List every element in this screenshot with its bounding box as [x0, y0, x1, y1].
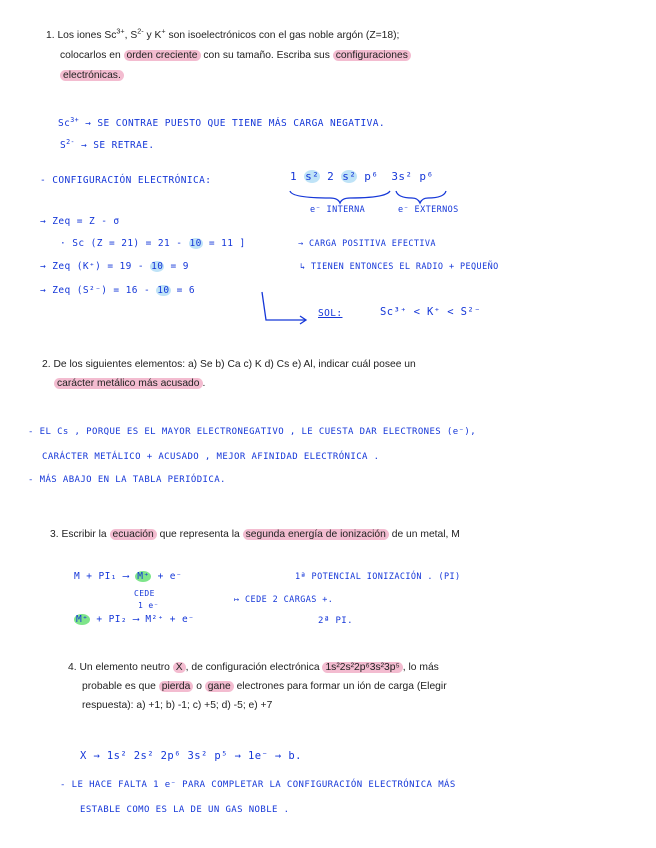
highlight-configuraciones: configuraciones [333, 50, 411, 61]
question-4: 4. Un elemento neutro X , de configuración electrónica 1s²2s²2p⁶3s²3p⁵ , lo más probable es que pierda o gane electrones para formar un ión de carga (Elegir respuesta): a) +1; b) -1; c) +5; d) -5; e) +7 [68, 662, 447, 711]
answer-3-cede-2-cargas: ↦ CEDE 2 CARGAS +. [234, 595, 334, 605]
answer-1-line-sc: $Sc^{3+}$ → SE CONTRAE PUESTO QUE TIENE MÁS CARGA NEGATIVA. [58, 115, 386, 129]
highlight-caracter-metalico: carácter metálico más acusado [54, 378, 203, 389]
highlight-gane: gane [205, 681, 234, 692]
highlight-orden-creciente: orden creciente [124, 50, 201, 61]
highlight-x: X [173, 662, 186, 673]
answer-3-first-potential: 1ª POTENCIAL IONIZACIÓN . (PI) [295, 572, 461, 582]
highlight-electronicas: electrónicas. [60, 70, 124, 81]
answer-2-line-3: - MÁS ABAJO EN LA TABLA PERIÓDICA. [28, 475, 226, 485]
question-1-line-3 [46, 68, 606, 83]
label-internal-electrons: e⁻ INTERNA [310, 205, 366, 215]
answer-3-cede: CEDE [134, 589, 155, 598]
highlight-m-plus-1: M⁺ [137, 571, 150, 582]
answer-4-line-1: X → 1s² 2s² 2p⁶ 3s² p⁵ → 1e⁻ → b. [80, 750, 302, 762]
circle-10-k: 10 [151, 261, 164, 272]
question-1-line-1: 1. Los iones $Sc^{3+}$, $S^{2-}$ y K+ son isoelectrónicos con el gas noble argón (Z=18); [46, 26, 400, 41]
answer-1-zeq-formula: → Zeq = Z - σ [40, 216, 120, 227]
highlight-m-plus-2: M⁺ [76, 614, 89, 625]
question-1-line-2: colocarlos en orden creciente con su tamaño. Escriba sus configuraciones [46, 48, 606, 63]
answer-1-sc-calc: · Sc (Z = 21) = 21 - 10 = 11 ] [60, 238, 246, 249]
highlight-pierda: pierda [159, 681, 194, 692]
answer-1-config-label: - CONFIGURACIÓN ELECTRÓNICA: [40, 175, 212, 186]
question-2: 2. De los siguientes elementos: a) Se b) Ca c) K d) Cs e) Al, indicar cuál posee un carácter metálico más acusado . [42, 359, 416, 389]
label-external-electrons: e⁻ EXTERNOS [398, 205, 459, 215]
answer-1-carga-efectiva: → CARGA POSITIVA EFECTIVA [298, 239, 436, 249]
answer-1-s-calc: → Zeq (S²⁻) = 16 - 10 = 6 [40, 285, 196, 296]
answer-1-configuration: 1 s² 2 s² p⁶ 3s² p⁶ [290, 170, 434, 183]
question-3: 3. Escribir la ecuación que representa la segunda energía de ionización de un metal, M [50, 529, 460, 540]
answer-4-line-2: - LE HACE FALTA 1 e⁻ PARA COMPLETAR LA CONFIGURACIÓN ELECTRÓNICA MÁS [60, 780, 456, 790]
answer-2-line-2: CARÁCTER METÁLICO + ACUSADO , MEJOR AFINIDAD ELECTRÓNICA . [42, 452, 380, 462]
answer-1-k-calc: → Zeq (K⁺) = 19 - 10 = 9 [40, 261, 189, 272]
highlight-configuracion: 1s²2s²2p⁶3s²3p⁵ [322, 662, 402, 673]
answer-1-sol-label: SOL: [318, 308, 343, 319]
circle-10-s: 10 [157, 285, 170, 296]
answer-1-line-s: $S^{2-}$ → SE RETRAE. [60, 137, 155, 151]
answer-4-line-3: ESTABLE COMO ES LA DE UN GAS NOBLE . [80, 805, 290, 815]
answer-1-tienen: ↳ TIENEN ENTONCES EL RADIO + PEQUEÑO [300, 262, 499, 272]
config-circle-2s: s² [342, 170, 357, 183]
highlight-ecuacion: ecuación [110, 529, 157, 540]
highlight-segunda-energia: segunda energía de ionización [243, 529, 389, 540]
answer-3-second-pi: 2ª PI. [318, 616, 353, 626]
answer-3-line-2: M⁺ + PI₂ ⟶ M²⁺ + e⁻ [76, 614, 195, 625]
answer-2-line-1: - EL Cs , PORQUE ES EL MAYOR ELECTRONEGATIVO , LE CUESTA DAR ELECTRONES (e⁻), [28, 427, 477, 437]
answer-3-line-1: M + PI₁ ⟶ M⁺ + e⁻ [74, 571, 183, 582]
answer-3-one-electron: 1 e⁻ [138, 601, 159, 610]
question-1 [46, 28, 606, 83]
config-circle-1s: s² [305, 170, 320, 183]
answer-1-sol-value: Sc³⁺ < K⁺ < S²⁻ [380, 306, 481, 318]
circle-10-sc: 10 [189, 238, 202, 249]
